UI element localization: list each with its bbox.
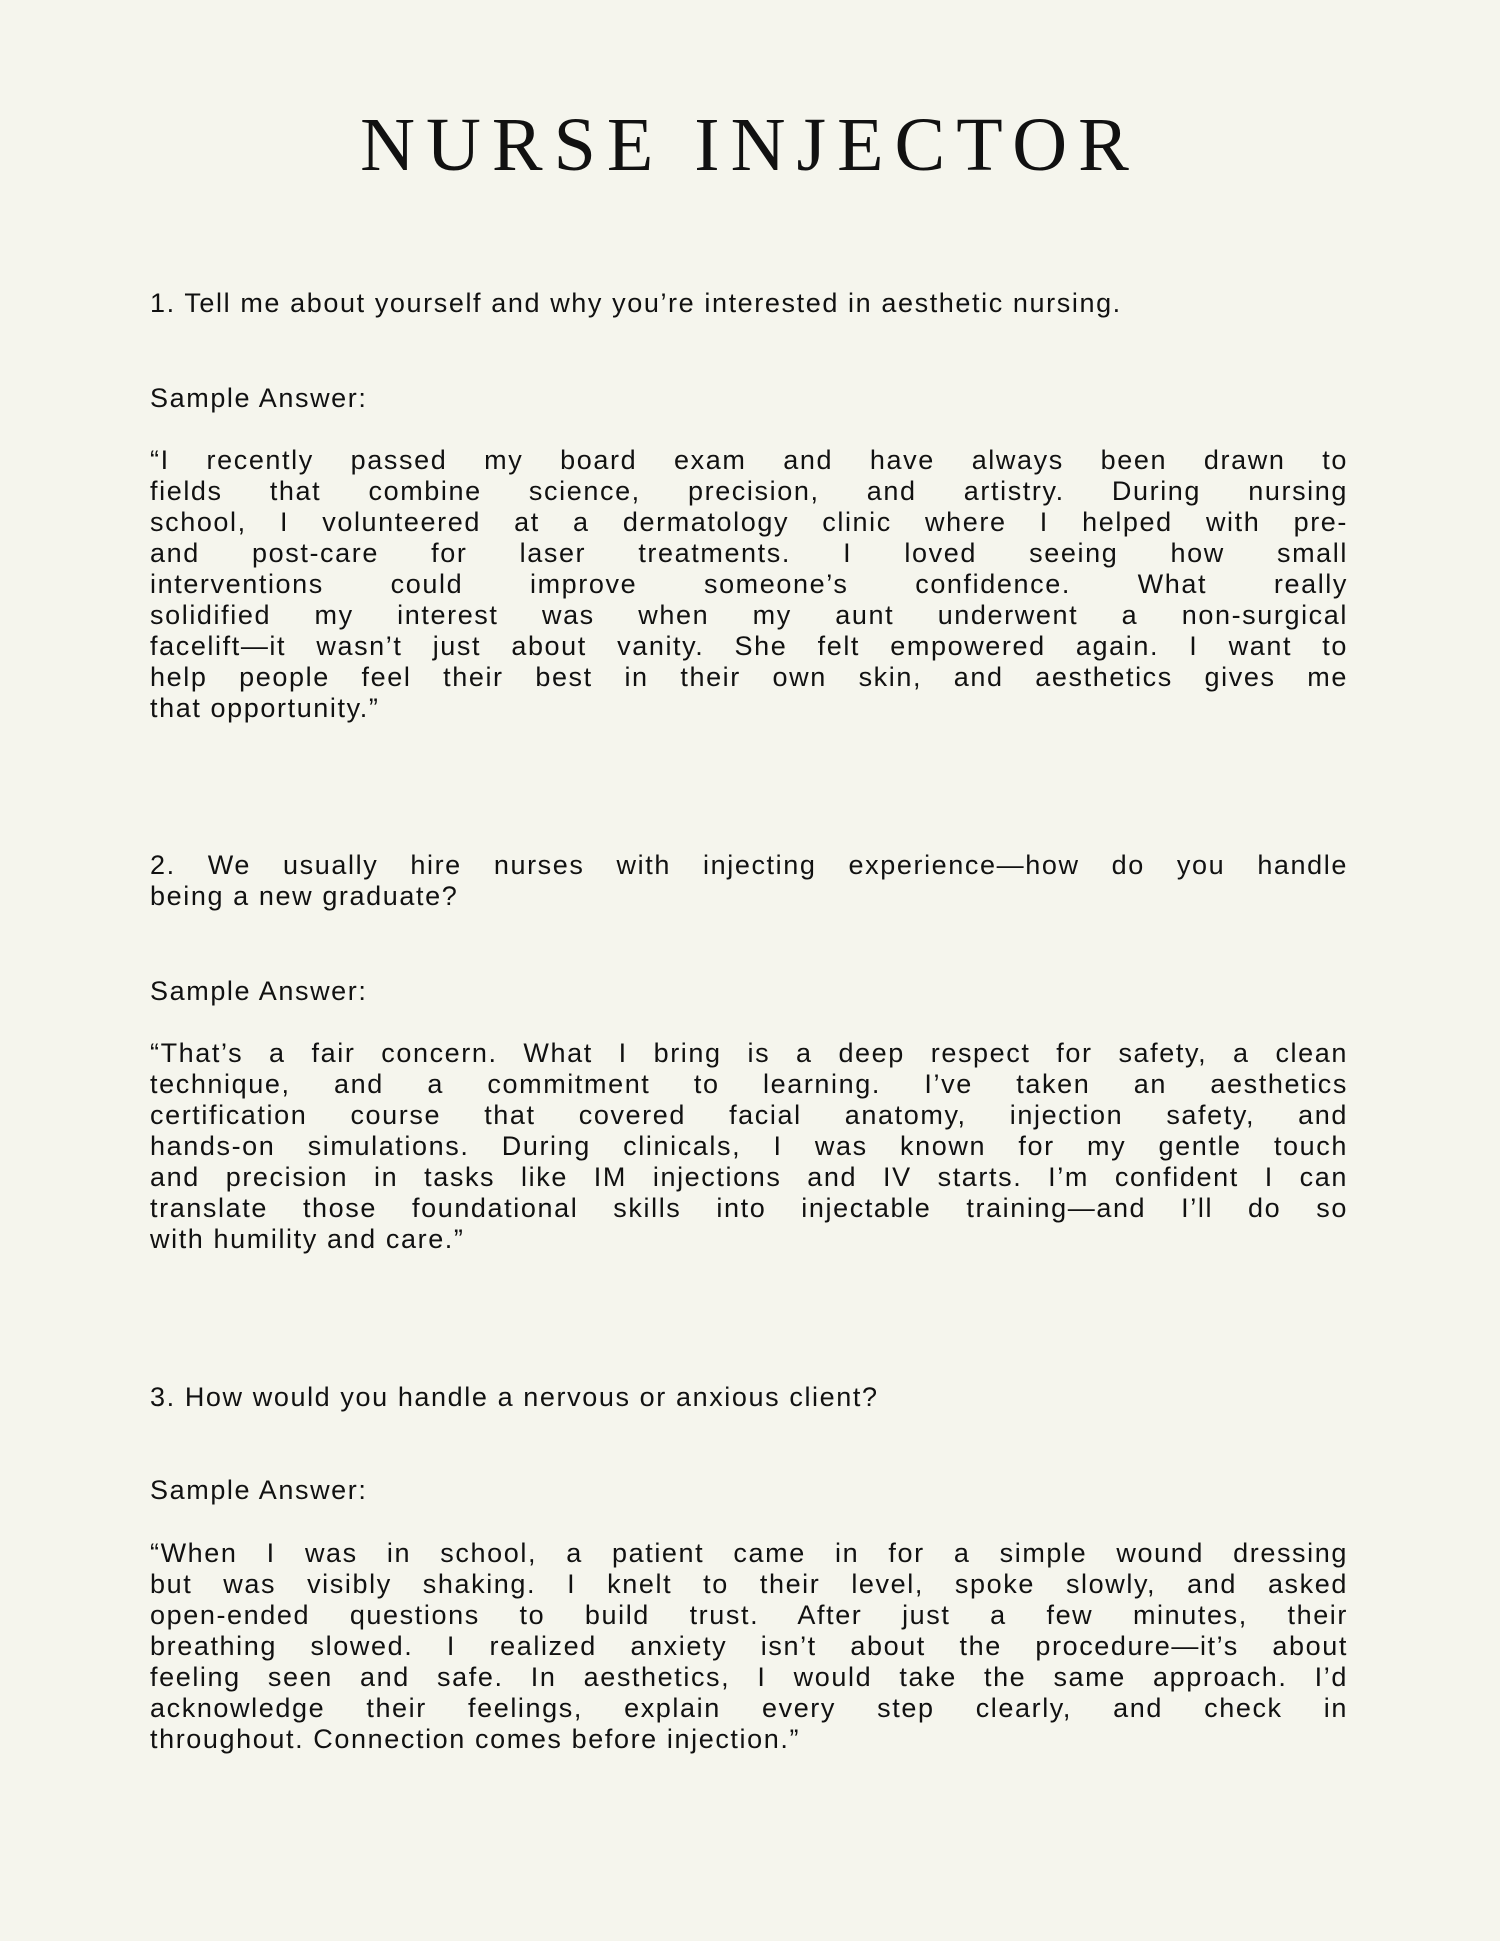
answer-line: fields that combine science, precision, and artistry. During nursing: [150, 476, 1348, 506]
answer-3: [150, 1538, 1348, 1755]
answer-line: solidified my interest was when my aunt underwent a non-surgical: [150, 600, 1348, 630]
answer-line: facelift—it wasn’t just about vanity. She felt empowered again. I want to: [150, 631, 1348, 661]
sample-answer-label: Sample Answer:: [150, 976, 368, 1006]
sample-answer-label: Sample Answer:: [150, 383, 368, 413]
answer-line: breathing slowed. I realized anxiety isn’t about the procedure—it’s about: [150, 1631, 1348, 1661]
question-1: [150, 288, 1348, 319]
answer-line: “That’s a fair concern. What I bring is a deep respect for safety, a clean: [150, 1038, 1348, 1068]
answer-line: school, I volunteered at a dermatology clinic where I helped with pre-: [150, 507, 1348, 537]
answer-line: technique, and a commitment to learning. I’ve taken an aesthetics: [150, 1069, 1348, 1099]
answer-line: that opportunity.”: [150, 693, 380, 723]
question-line: being a new graduate?: [150, 881, 459, 911]
answer-line: hands-on simulations. During clinicals, I was known for my gentle touch: [150, 1131, 1348, 1161]
answer-line: “When I was in school, a patient came in for a simple wound dressing: [150, 1538, 1348, 1568]
answer-1: [150, 445, 1348, 724]
answer-line: help people feel their best in their own skin, and aesthetics gives me: [150, 662, 1348, 692]
answer-line: and precision in tasks like IM injections and IV starts. I’m confident I can: [150, 1162, 1348, 1192]
question-line: 1. Tell me about yourself and why you’re interested in aesthetic nursing.: [150, 288, 1122, 318]
answer-line: throughout. Connection comes before injection.”: [150, 1724, 801, 1754]
answer-line: and post-care for laser treatments. I loved seeing how small: [150, 538, 1348, 568]
answer-line: feeling seen and safe. In aesthetics, I would take the same approach. I’d: [150, 1662, 1348, 1692]
sample-answer-label: Sample Answer:: [150, 1475, 368, 1505]
answer-line: interventions could improve someone’s confidence. What really: [150, 569, 1348, 599]
answer-line: with humility and care.”: [150, 1224, 465, 1254]
answer-line: open-ended questions to build trust. After just a few minutes, their: [150, 1600, 1348, 1630]
page-title: NURSE INJECTOR: [360, 103, 1140, 187]
answer-2: [150, 1038, 1348, 1255]
question-3: [150, 1382, 1348, 1413]
answer-line: certification course that covered facial anatomy, injection safety, and: [150, 1100, 1348, 1130]
answer-line: acknowledge their feelings, explain every step clearly, and check in: [150, 1693, 1348, 1723]
question-line: 2. We usually hire nurses with injecting experience—how do you handle: [150, 850, 1348, 880]
answer-line: but was visibly shaking. I knelt to their level, spoke slowly, and asked: [150, 1569, 1348, 1599]
question-2: [150, 850, 1348, 912]
question-line: 3. How would you handle a nervous or anxious client?: [150, 1382, 879, 1412]
answer-line: “I recently passed my board exam and have always been drawn to: [150, 445, 1348, 475]
answer-line: translate those foundational skills into injectable training—and I’ll do so: [150, 1193, 1348, 1223]
